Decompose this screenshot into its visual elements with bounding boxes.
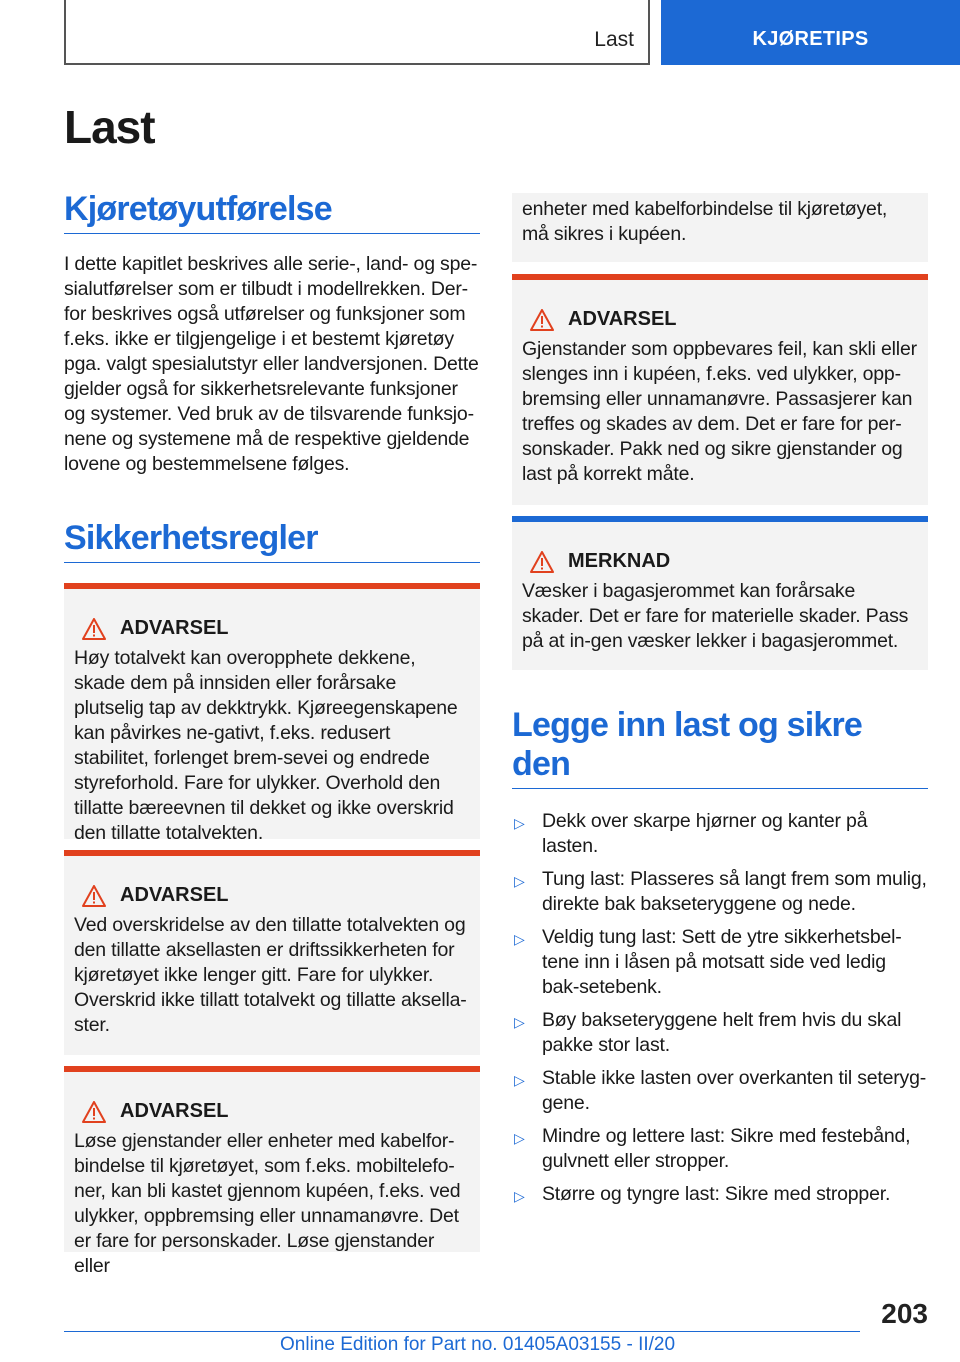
bullet-triangle-icon: ▷: [514, 1188, 525, 1204]
warning-title-2: ADVARSEL: [120, 884, 229, 906]
load-section: [512, 706, 928, 1215]
page-title: Last: [64, 101, 155, 153]
list-item: ▷ Dekk over skarpe hjørner og kanter på lasten.: [514, 810, 868, 857]
list-item: ▷ Stable ikke lasten over overkanten til seteryg-gene.: [514, 1067, 927, 1114]
heading-load-securing: Legge inn last og sikre den: [512, 706, 928, 789]
bullet-triangle-icon: ▷: [514, 1014, 525, 1030]
warning-triangle-icon: [82, 618, 106, 640]
warning-triangle-icon: [82, 885, 106, 907]
bullet-triangle-icon: ▷: [514, 931, 525, 947]
list-item: ▷ Mindre og lettere last: Sikre med festebånd, gulvnett eller stropper.: [514, 1125, 911, 1172]
warning-box-3-continued: [512, 193, 928, 262]
header-chapter-tab[interactable]: [661, 0, 960, 65]
bullet-triangle-icon: ▷: [514, 815, 525, 831]
load-instructions-list: [512, 809, 928, 1207]
safety-heading-wrap: [64, 519, 480, 563]
warning-header-4: [530, 308, 920, 331]
warning-text-3: Løse gjenstander eller enheter med kabelfor-bindelse til kjøretøyet, som f.eks. mobiltelefo-ner, kan bli kastet gjennom kupéen, f.eks. ved ulykker, oppbremsing eller unnamanøvre. Det er fare for personskader. Løse gjenstander eller: [74, 1130, 461, 1277]
bullet-triangle-icon: ▷: [514, 1072, 525, 1088]
heading-safety-rules: Sikkerhetsregler: [64, 519, 480, 563]
note-header: [530, 550, 920, 573]
list-item: ▷ Bøy bakseteryggene helt frem hvis du skal pakke stor last.: [514, 1009, 902, 1056]
warning-header-1: [82, 617, 472, 640]
note-box: [512, 516, 928, 670]
warning-text-1: Høy totalvekt kan overopphete dekkene, skade dem på innsiden eller forårsake plutselig tap av dekktrykk. Kjøreegenskapene kan påvirkes ne-gativt, f.eks. redusert stabilitet, forlenget brem-sevei og endrede styreforhold. Fare for ulykker. Overhold den tillatte bæreevnen til dekket og ikke overskrid den tillatte totalvekten.: [74, 647, 458, 844]
vehicle-version-text: I dette kapitlet beskrives alle serie-, land- og spe-sialutførelser som er tilbudt i modellrekken. Der-for beskrives også utførelser og funksjoner som f.eks. ikke er tilgjengelige i et bestemt kjøretøy pga. valgt spesialutstyr eller landversjonen. Dette gjelder også for sikkerhetsrelevante funksjoner og systemer. Ved bruk av de tilsvarende funksjo-nene og systemene må de respektive gjeldende lovene og bestemmelsene følges.: [64, 253, 479, 475]
footer-divider: [64, 1331, 860, 1332]
warning-box-1: [64, 583, 480, 844]
warning-triangle-icon: [82, 1101, 106, 1123]
left-column: [64, 190, 480, 477]
warning-box-3: [64, 1066, 480, 1277]
footer-edition-link[interactable]: Online Edition for Part no. 01405A03155 - II/20: [280, 1334, 676, 1355]
warning-box-4: [512, 274, 928, 505]
header-box: [64, 0, 650, 65]
bullet-triangle-icon: ▷: [514, 1130, 525, 1146]
warning-title-3: ADVARSEL: [120, 1100, 229, 1122]
warning-box-2: [64, 850, 480, 1055]
warning-text-3-continued: enheter med kabelforbindelse til kjøretøyet, må sikres i kupéen.: [522, 198, 888, 245]
header-section-title: Last: [594, 28, 634, 51]
note-text: Væsker i bagasjerommet kan forårsake skader. Det er fare for materielle skader. Pass på at in-gen væsker lekker i bagasjerommet.: [522, 580, 909, 652]
list-item: ▷ Tung last: Plasseres så langt frem som mulig, direkte bak bakseteryggene og nede.: [514, 868, 927, 915]
warning-text-2: Ved overskridelse av den tillatte totalvekten og den tillatte aksellasten er driftssikkerheten for kjøretøyet ikke lenger gitt. Fare for ulykker. Overskrid ikke tillatt totalvekt og tillatte aksella-ster.: [74, 914, 467, 1036]
note-title: MERKNAD: [568, 550, 671, 572]
list-item: ▷ Større og tyngre last: Sikre med stropper.: [512, 1182, 928, 1207]
page-number: 203: [881, 1298, 928, 1329]
warning-text-4: Gjenstander som oppbevares feil, kan skli eller slenges inn i kupéen, f.eks. ved ulykker, opp-bremsing eller unnamanøvre. Passasjerer kan treffes og skades av dem. Det er fare for per-sonskader. Pakk ned og sikre gjenstander og last på korrekt måte.: [522, 338, 917, 485]
warning-header-3: [82, 1100, 472, 1123]
warning-title-4: ADVARSEL: [568, 308, 677, 330]
warning-triangle-icon: [530, 309, 554, 331]
heading-vehicle-version: Kjøretøyutførelse: [64, 190, 480, 234]
note-triangle-icon: [530, 551, 554, 573]
warning-title-1: ADVARSEL: [120, 617, 229, 639]
list-item: ▷ Veldig tung last: Sett de ytre sikkerhetsbel-tene inn i låsen på motsatt side ved ledig bak-setebenk.: [514, 926, 902, 998]
header-chapter-label: KJØRETIPS: [752, 28, 869, 50]
warning-header-2: [82, 884, 472, 907]
bullet-triangle-icon: ▷: [514, 873, 525, 889]
